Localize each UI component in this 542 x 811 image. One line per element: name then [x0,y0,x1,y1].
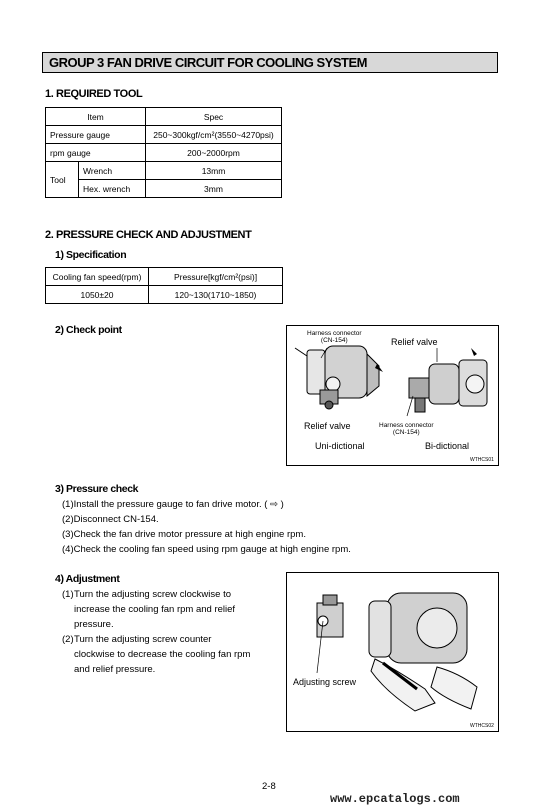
pressure-check-list [62,497,482,557]
specification-heading: 1) Specification [55,249,127,261]
item-text: Install the pressure gauge to fan drive motor. ( ⇨ ) [73,499,284,510]
table-cell: Cooling fan speed(rpm) [46,268,149,286]
item-text: Disconnect CN-154. [73,514,159,525]
item-number: (2) [62,514,74,525]
item-line: and relief pressure. [74,664,156,675]
list-item [62,497,482,512]
required-tool-table [45,107,282,198]
table-header-row [46,108,282,126]
list-item [62,527,482,542]
table-cell: 200~2000rpm [146,144,282,162]
table-cell: rpm gauge [46,144,146,162]
watermark: www.epcatalogs.com [330,792,460,806]
label-line: (CN-154) [320,337,348,344]
table-cell: Spec [146,108,282,126]
table-cell: 250~300kgf/cm²(3550~4270psi) [146,126,282,144]
figure-id: WTHCS02 [470,723,494,729]
check-point-heading: 2) Check point [55,324,122,336]
list-item [62,587,272,632]
label-line: (CN-154) [392,429,420,436]
table-cell: Wrench [79,162,146,180]
group-title: GROUP 3 FAN DRIVE CIRCUIT FOR COOLING SYSTEM [49,55,367,70]
page-number: 2-8 [262,781,276,792]
list-item [62,512,482,527]
table-row [46,144,282,162]
item-line: increase the cooling fan rpm and relief [74,604,236,615]
item-line: Turn the adjusting screw clockwise to [74,589,231,600]
label-line: Harness connector [307,330,362,337]
relief-valve-label-right: Relief valve [391,337,438,347]
table-cell: 1050±20 [46,286,149,304]
check-point-figure [286,325,499,466]
adjustment-list [62,587,272,677]
table-header-row [46,268,283,286]
adjustment-illustration [287,573,498,731]
item-text: Check the cooling fan speed using rpm gauge at high engine rpm. [73,544,351,555]
item-text [74,632,250,677]
table-cell: 13mm [146,162,282,180]
required-tool-heading: 1. REQUIRED TOOL [45,88,143,100]
figure-id: WTHCS01 [470,457,494,463]
adjustment-figure [286,572,499,732]
item-text: Check the fan drive motor pressure at high engine rpm. [73,529,306,540]
caption-uni-directional: Uni-dictional [315,441,365,451]
item-number: (1) [62,589,74,600]
group-header [42,52,498,73]
adjustment-heading: 4) Adjustment [55,573,120,585]
pressure-check-adjustment-heading: 2. PRESSURE CHECK AND ADJUSTMENT [45,229,252,241]
table-cell: Item [46,108,146,126]
table-cell: 3mm [146,180,282,198]
item-line: clockwise to decrease the cooling fan rpm [74,649,251,660]
table-row [46,126,282,144]
item-number: (2) [62,634,74,645]
item-number: (1) [62,499,74,510]
table-cell: Hex. wrench [79,180,146,198]
specification-table [45,267,283,304]
table-row [46,286,283,304]
harness-connector-label-left [307,330,362,344]
table-cell: Pressure gauge [46,126,146,144]
item-number: (3) [62,529,74,540]
caption-bi-directional: Bi-dictional [425,441,470,451]
item-line: pressure. [74,619,114,630]
table-cell: Pressure[kgf/cm²(psi)] [149,268,283,286]
relief-valve-label-left: Relief valve [304,421,351,431]
pressure-check-heading: 3) Pressure check [55,483,139,495]
list-item [62,542,482,557]
list-item [62,632,272,677]
item-line: Turn the adjusting screw counter [74,634,212,645]
item-number: (4) [62,544,74,555]
label-line: Harness connector [379,422,434,429]
table-row [46,162,282,180]
table-cell: 120~130(1710~1850) [149,286,283,304]
table-cell: Tool [46,162,79,198]
item-text [74,587,235,632]
adjusting-screw-label: Adjusting screw [293,677,357,687]
harness-connector-label-right [379,422,434,436]
table-row [46,180,282,198]
